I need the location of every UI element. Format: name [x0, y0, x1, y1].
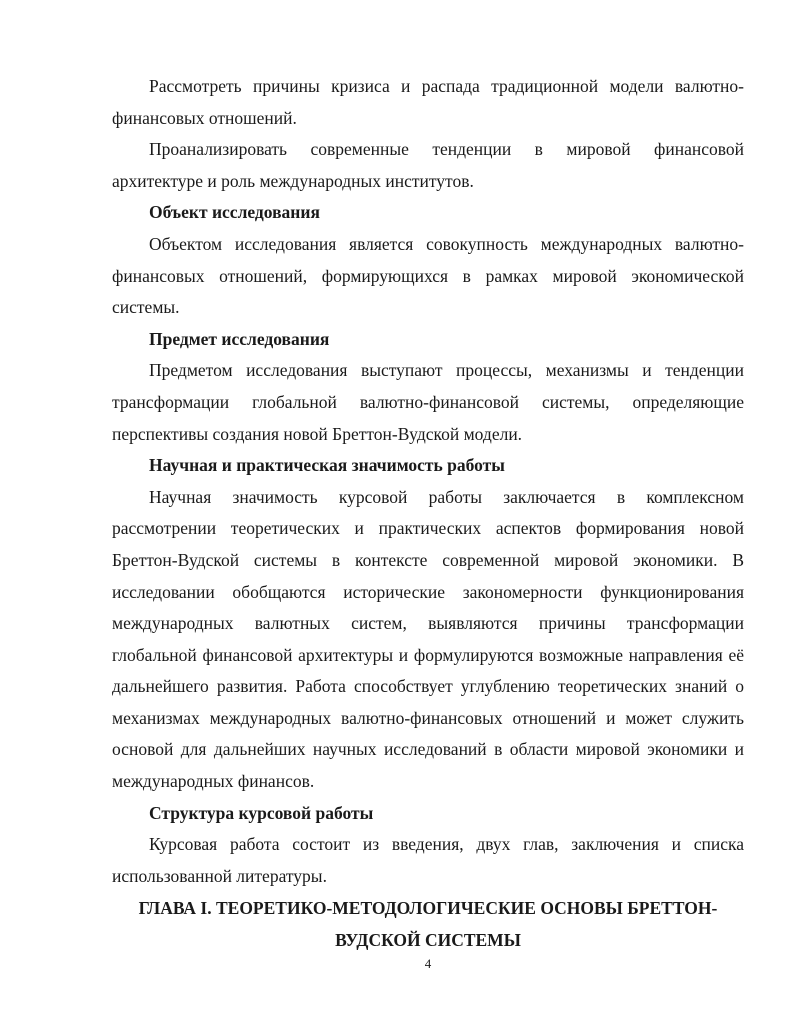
page-number: 4: [424, 956, 432, 971]
document-body: [112, 71, 744, 892]
paragraph-research-object: Объектом исследования является совокупность международных валютно-финансовых отношений, формирующихся в рамках мировой экономической системы.: [112, 233, 744, 318]
heading-research-subject: Предмет исследования: [149, 328, 330, 349]
heading-research-object: Объект исследования: [149, 202, 320, 223]
paragraph-structure: Курсовая работа состоит из введения, двух глав, заключения и списка использованной литературы.: [112, 834, 744, 886]
heading-structure: Структура курсовой работы: [149, 802, 374, 823]
heading-significance: Научная и практическая значимость работы: [149, 455, 505, 476]
paragraph-crisis-task: Рассмотреть причины кризиса и распада традиционной модели валютно-финансовых отношений.: [112, 76, 744, 128]
paragraph-significance: Научная значимость курсовой работы заключается в комплексном рассмотрении теоретических и практических аспектов формирования новой Бреттон-Вудской системы в контексте современной мировой экономики. В исследовании обобщаются исторические закономерности функционирования международных валютных систем, выявляются причины трансформации глобальной финансовой архитектуры и формулируются возможные направления её дальнейшего развития. Работа способствует углублению теоретических знаний о механизмах международных валютно-финансовых отношений и может служить основой для дальнейших научных исследований в области мировой экономики и международных финансов.: [112, 486, 744, 792]
chapter-title: ГЛАВА I. ТЕОРЕТИКО-МЕТОДОЛОГИЧЕСКИЕ ОСНОВЫ БРЕТТОН-ВУДСКОЙ СИСТЕМЫ: [138, 898, 718, 950]
paragraph-trends-task: Проанализировать современные тенденции в мировой финансовой архитектуре и роль международных институтов.: [112, 139, 744, 191]
paragraph-research-subject: Предметом исследования выступают процессы, механизмы и тенденции трансформации глобальной валютно-финансовой системы, определяющие перспективы создания новой Бреттон-Вудской модели.: [112, 360, 744, 444]
